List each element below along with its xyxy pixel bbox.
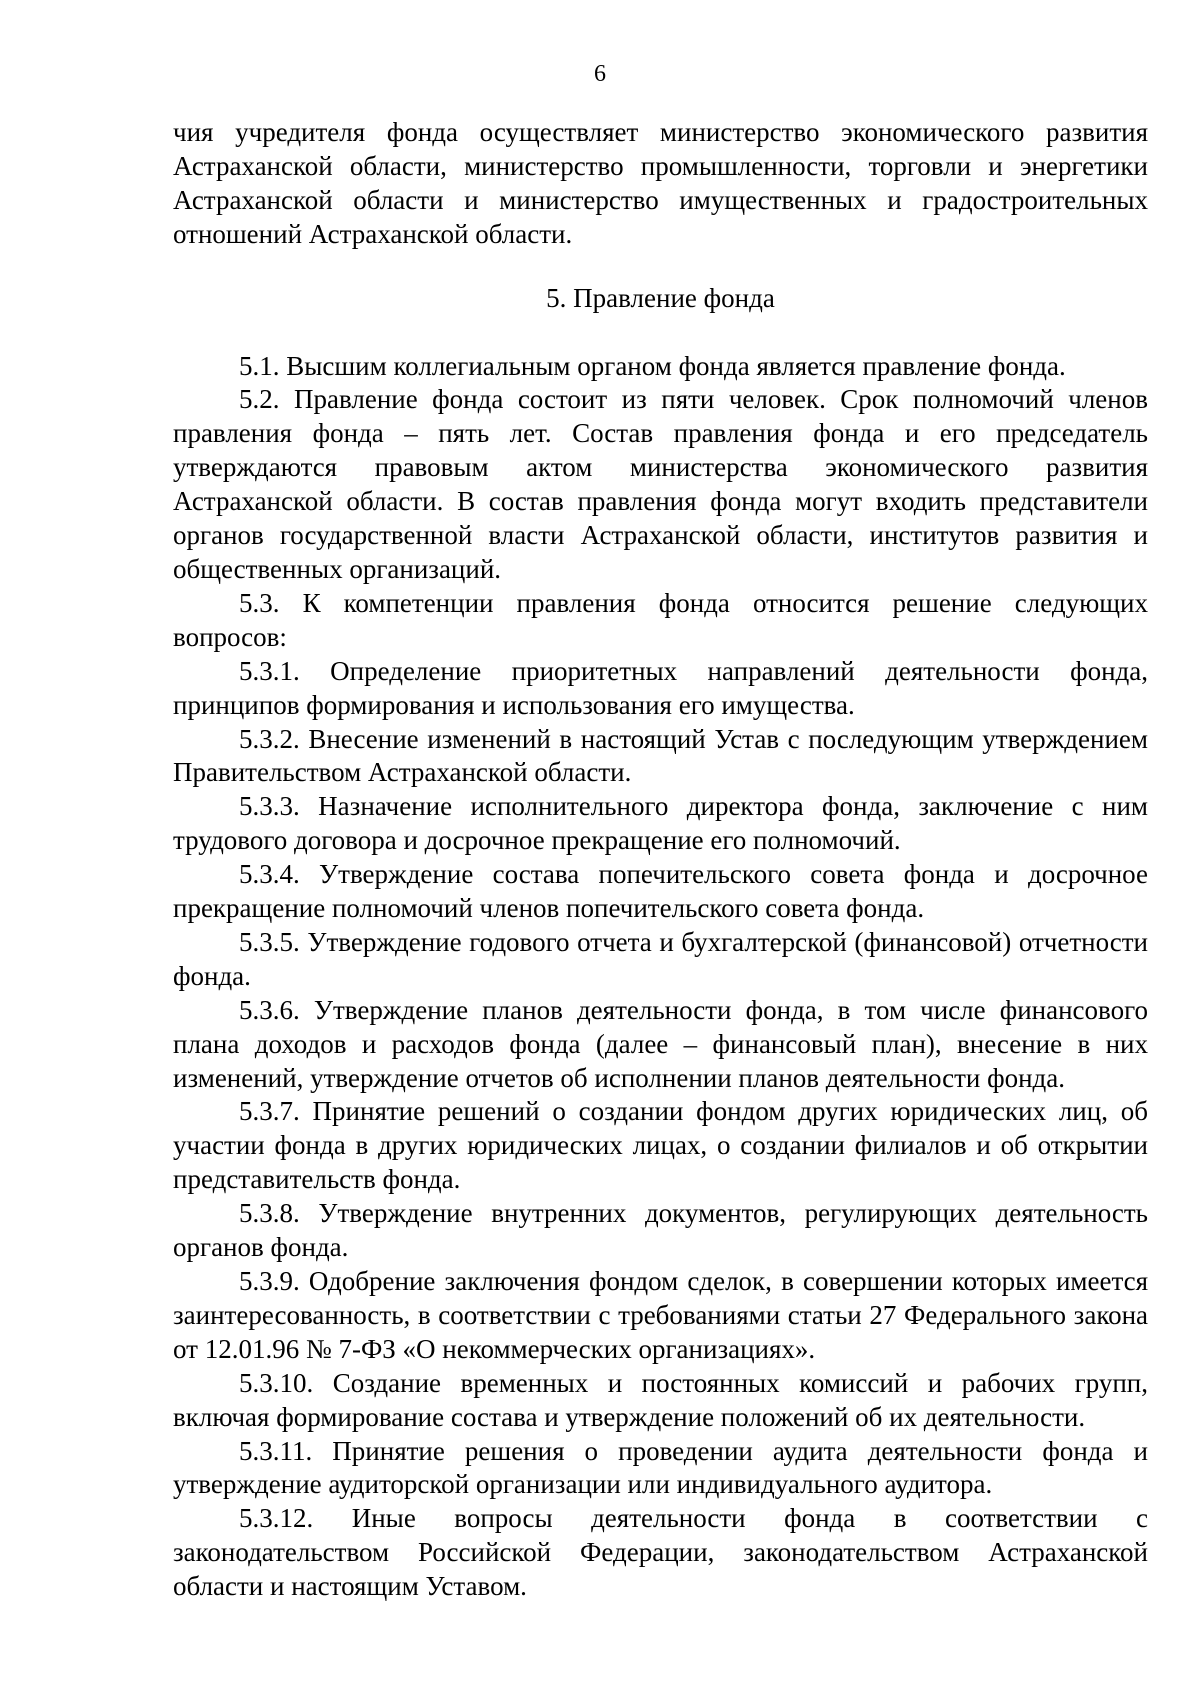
paragraph-5-2: 5.2. Правление фонда состоит из пяти человек. Срок полномочий членов правления фонда – пять лет. Состав правления фонда и его председатель утверждаются правовым актом министерства экономического развития Астраханской области. В состав правления фонда могут входить представители органов государственной власти Астраханской области, институтов развития и общественных организаций. xyxy=(173,384,1148,584)
paragraph-5-3: 5.3. К компетенции правления фонда относится решение следующих вопросов: xyxy=(173,587,1148,652)
section-title: 5. Правление фонда xyxy=(546,282,775,313)
paragraph-5-3-8: 5.3.8. Утверждение внутренних документов, регулирующих деятельность органов фонда. xyxy=(173,1198,1148,1263)
intro-paragraph: чия учредителя фонда осуществляет министерство экономического развития Астраханской области, министерство промышленности, торговли и энергетики Астраханской области и министерство имущественных и градостроительных отношений Астраханской области. xyxy=(173,117,1148,249)
paragraph-5-3-5: 5.3.5. Утверждение годового отчета и бухгалтерской (финансовой) отчетности фонда. xyxy=(173,926,1148,991)
paragraph-5-3-7: 5.3.7. Принятие решений о создании фондом других юридических лиц, об участии фонда в других юридических лицах, о создании филиалов и об открытии представительств фонда. xyxy=(173,1096,1148,1195)
paragraph-5-1: 5.1. Высшим коллегиальным органом фонда является правление фонда. xyxy=(239,350,1066,381)
paragraph-5-3-2: 5.3.2. Внесение изменений в настоящий Устав с последующим утверждением Правительством Астраханской области. xyxy=(173,723,1148,788)
paragraph-5-3-11: 5.3.11. Принятие решения о проведении аудита деятельности фонда и утверждение аудиторской организации или индивидуального аудитора. xyxy=(173,1435,1148,1500)
paragraph-5-3-6: 5.3.6. Утверждение планов деятельности фонда, в том числе финансового плана доходов и расходов фонда (далее – финансовый план), внесение в них изменений, утверждение отчетов об исполнении планов деятельности фонда. xyxy=(173,994,1148,1093)
paragraph-5-3-4: 5.3.4. Утверждение состава попечительского совета фонда и досрочное прекращение полномочий членов попечительского совета фонда. xyxy=(173,859,1148,924)
page-number: 6 xyxy=(594,61,606,87)
paragraph-5-3-9: 5.3.9. Одобрение заключения фондом сделок, в совершении которых имеется заинтересованность, в соответствии с требованиями статьи 27 Федерального закона от 12.01.96 № 7-ФЗ «О некоммерческих организациях». xyxy=(173,1266,1148,1364)
paragraph-5-3-12: 5.3.12. Иные вопросы деятельности фонда в соответствии с законодательством Российской Федерации, законодательством Астраханской области и настоящим Уставом. xyxy=(173,1503,1148,1602)
document-body xyxy=(173,116,1148,1604)
paragraph-5-3-10: 5.3.10. Создание временных и постоянных комиссий и рабочих групп, включая формирование состава и утверждение положений об их деятельности. xyxy=(173,1367,1148,1432)
paragraph-5-3-1: 5.3.1. Определение приоритетных направлений деятельности фонда, принципов формирования и использования его имущества. xyxy=(173,655,1148,720)
paragraph-5-3-3: 5.3.3. Назначение исполнительного директора фонда, заключение с ним трудового договора и досрочное прекращение его полномочий. xyxy=(173,791,1148,856)
